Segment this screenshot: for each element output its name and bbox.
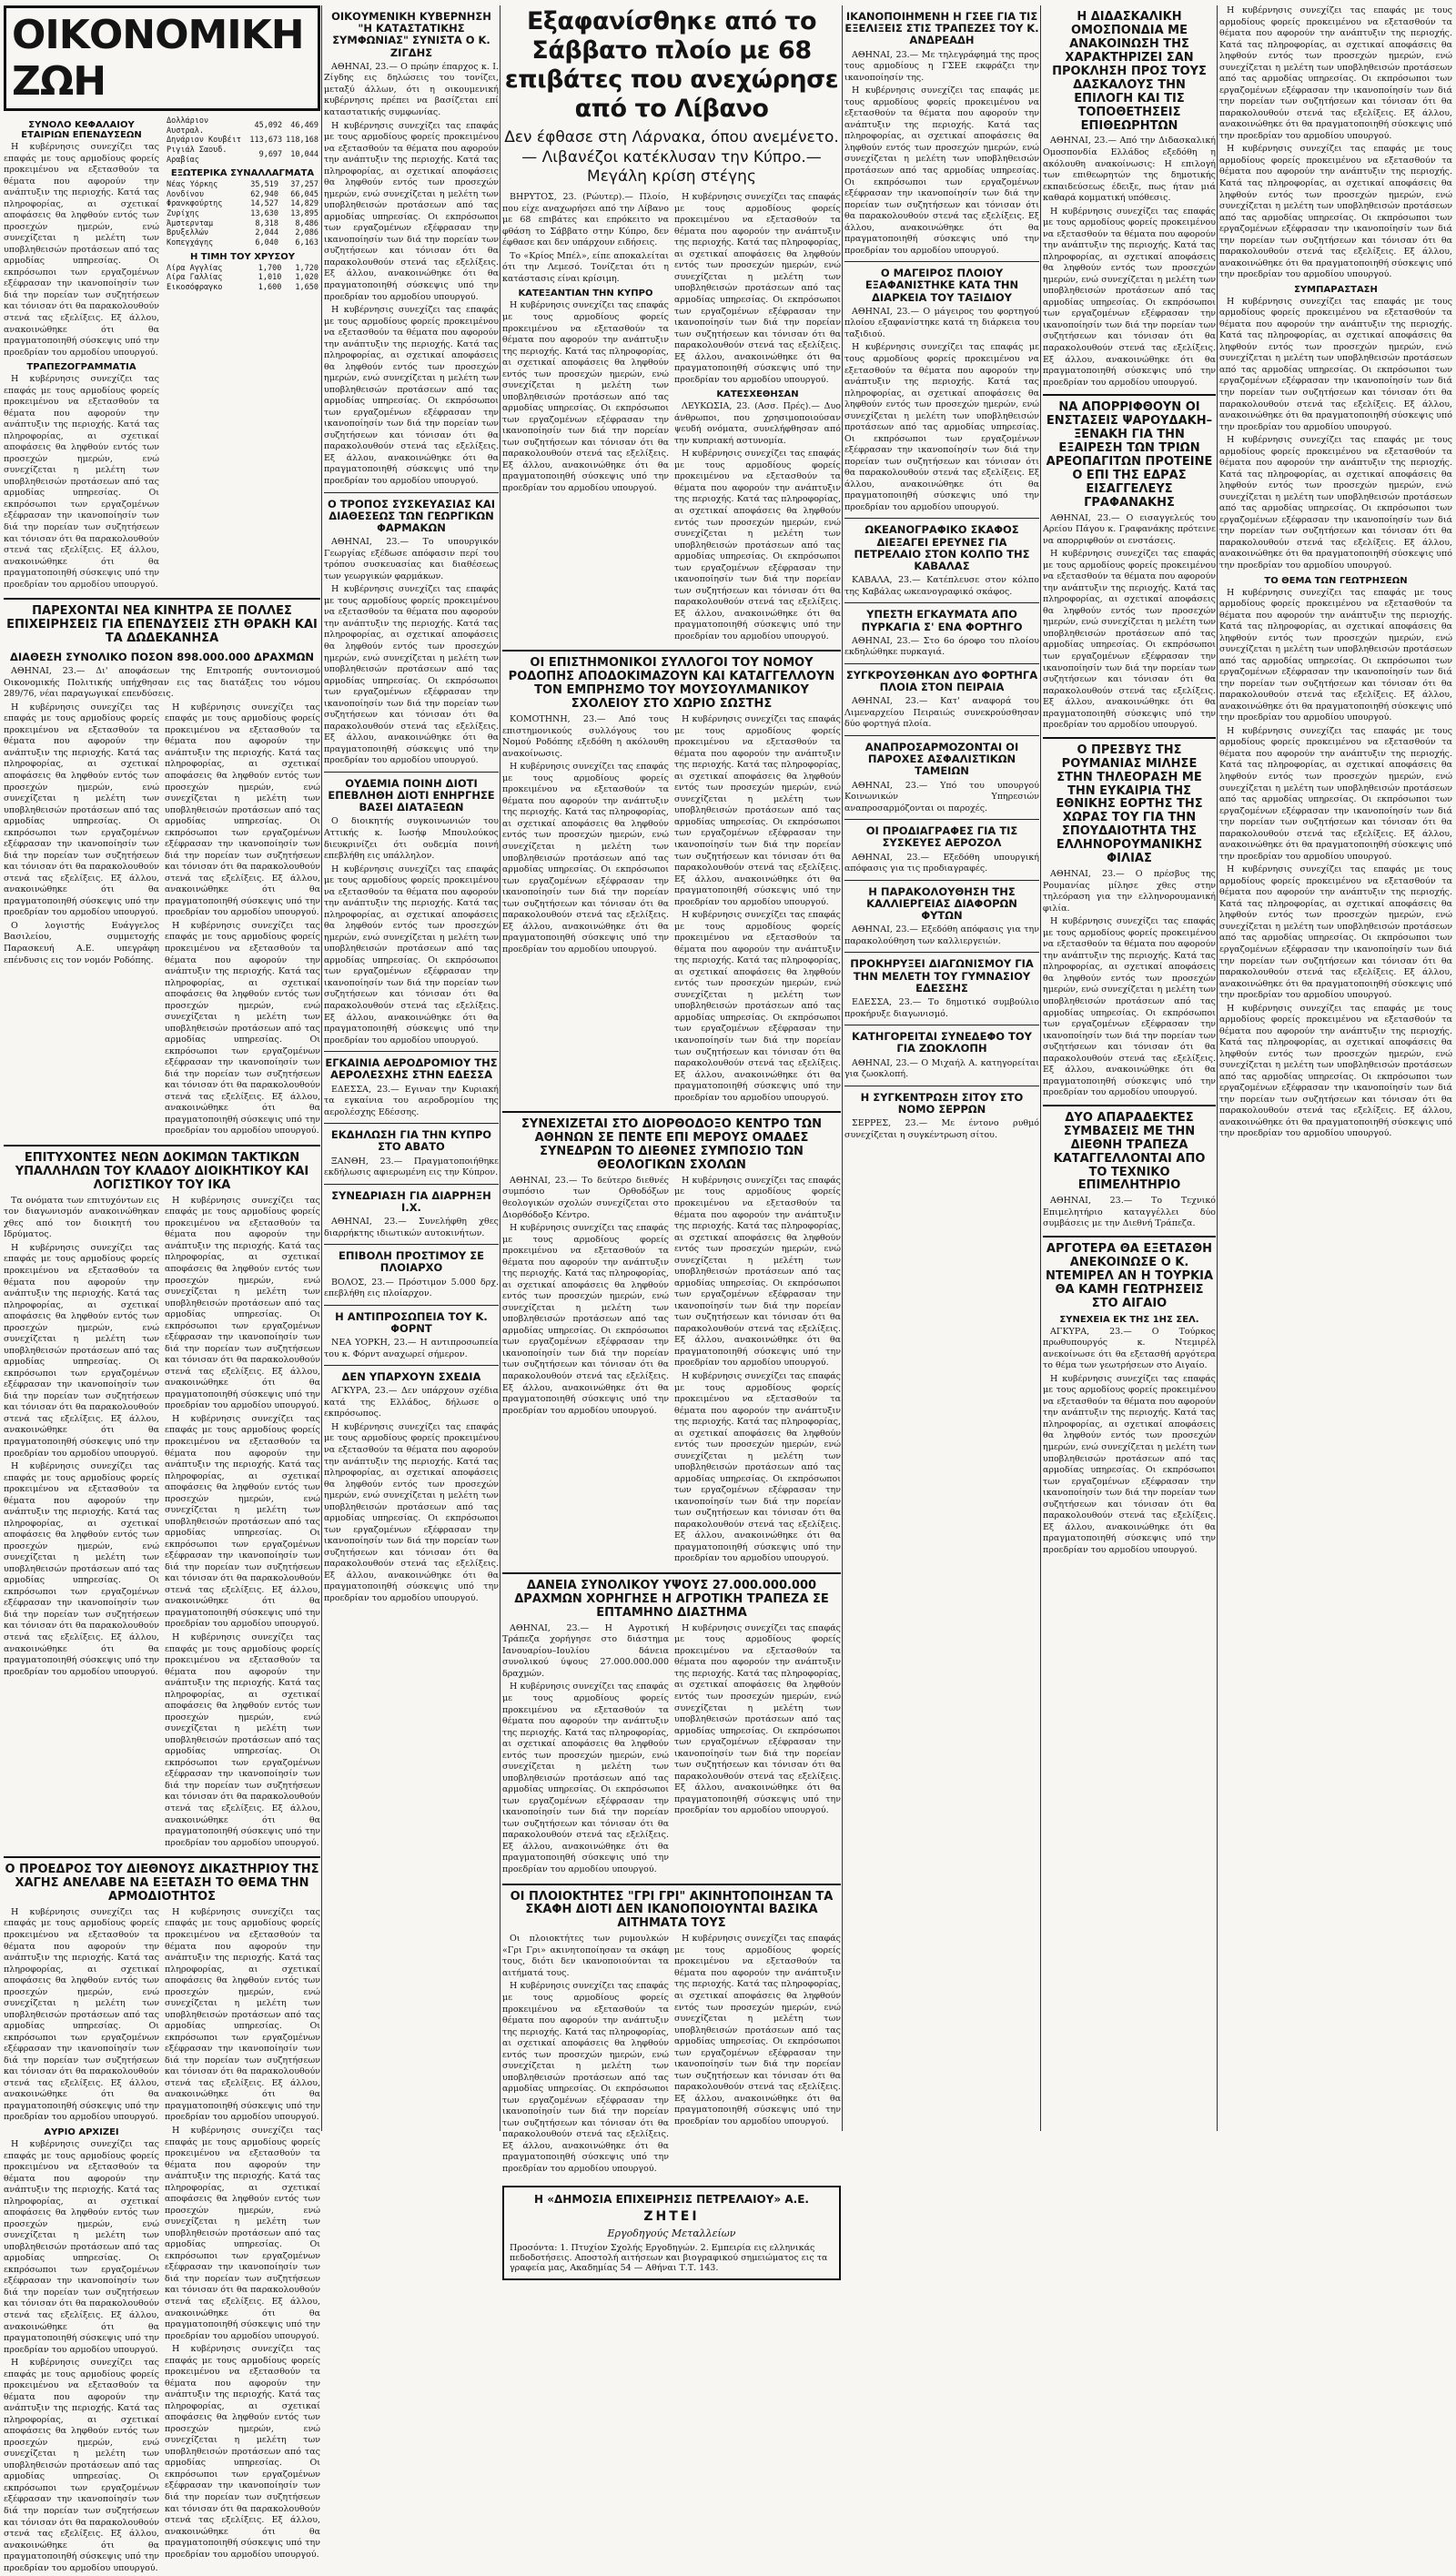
article-text: ΑΘΗΝΑΙ, 23.— Ο πρέσβυς της Ρουμανίας μίλησε χθες στην τηλεόραση για την ελληνορουμανική φιλία. (1043, 869, 1216, 914)
article-text: Η κυβέρνησις συνεχίζει τας επαφάς με τους αρμοδίους φορείς προκειμένου να εξετασθούν τα θέματα που αφορούν την ανάπτυξιν της περιοχής. Κατά τας πληροφορίας, αι σχετικαί αποφάσεις θα ληφθούν εντός των προσεχών ημερών, ενώ συνεχίζεται η μελέτη των υποβληθεισών προτάσεων από τας αρμοδίας υπηρεσίας. Οι εκπρόσωποι των εργαζομένων εξέφρασαν την ικανοποίησίν των διά την πορείαν των συζητήσεων και τόνισαν ότι θα παρακολουθούν στενά τας εξελίξεις. Εξ άλλου, ανακοινώθηκε ότι θα πραγματοποιηθή σύσκεψις υπό την προεδρίαν του αρμοδίου υπουργού. (674, 1934, 841, 2126)
headline: ΠΡΟΚΗΡΥΞΕΙ ΔΙΑΓΩΝΙΣΜΟΥ ΓΙΑ ΤΗΝ ΜΕΛΕΤΗ ΤΟΥ ΓΥΜΝΑΣΙΟΥ ΕΔΕΣΣΗΣ (850, 957, 1034, 995)
cell: 13,895 (290, 209, 318, 218)
cell: 8,318 (255, 218, 278, 228)
headline: Ο ΤΡΟΠΟΣ ΣΥΣΚΕΥΑΣΙΑΣ ΚΑΙ ΔΙΑΘΕΣΕΩΣ ΤΩΝ ΓΕΩΡΓΙΚΩΝ ΦΑΡΜΑΚΩΝ (327, 497, 496, 534)
article-text: Η κυβέρνησις συνεχίζει τας επαφάς με τους αρμοδίους φορείς προκειμένου να εξετασθούν τα θέματα που αφορούν την ανάπτυξιν της περιοχής. Κατά τας πληροφορίας, αι σχετικαί αποφάσεις θα ληφθούν εντός των προσεχών ημερών, ενώ συνεχίζεται η μελέτη των υποβληθεισών προτάσεων από τας αρμοδίας υπηρεσίας. Οι εκπρόσωποι των εργαζομένων εξέφρασαν την ικανοποίησίν των διά την πορείαν των συζητήσεων και τόνισαν ότι θα παρακολουθούν στενά τας εξελίξεις. Εξ άλλου, ανακοινώθηκε ότι θα πραγματοποιηθή σύσκεψις υπό την προεδρίαν του αρμοδίου υπουργού. (324, 584, 499, 766)
cell: 66,045 (290, 189, 318, 199)
cell: Ριγιάλ Σαουδ. Αραβίας (167, 145, 228, 165)
article-text: Η κυβέρνησις συνεχίζει τας επαφάς με τους αρμοδίους φορείς προκειμένου να εξετασθούν τα θέματα που αφορούν την ανάπτυξιν της περιοχής. Κατά τας πληροφορίας, αι σχετικαί αποφάσεις θα ληφθούν εντός των προσεχών ημερών, ενώ συνεχίζεται η μελέτη των υποβληθεισών προτάσεων από τας αρμοδίας υπηρεσίας. Οι εκπρόσωποι των εργαζομένων εξέφρασαν την ικανοποίησίν των διά την πορείαν των συζητήσεων και τόνισαν ότι θα παρακολουθούν στενά τας εξελίξεις. Εξ άλλου, ανακοινώθηκε ότι θα πραγματοποιηθή σύσκεψις υπό την προεδρίαν του αρμοδίου υπουργού. (324, 1421, 499, 1603)
table-row (165, 146, 320, 165)
cell: 13,630 (250, 209, 278, 218)
article-text: Η κυβέρνησις συνεχίζει τας επαφάς με τους αρμοδίους φορείς προκειμένου να εξετασθούν τα θέματα που αφορούν την ανάπτυξιν της περιοχής. Κατά τας πληροφορίας, αι σχετικαί αποφάσεις θα ληφθούν εντός των προσεχών ημερών, ενώ συνεχίζεται η μελέτη των υποβληθεισών προτάσεων από τας αρμοδίας υπηρεσίας. Οι εκπρόσωποι των εργαζομένων εξέφρασαν την ικανοποίησίν των διά την πορείαν των συζητήσεων και τόνισαν ότι θα παρακολουθούν στενά τας εξελίξεις. Εξ άλλου, ανακοινώθηκε ότι θα πραγματοποιηθή σύσκεψις υπό την προεδρίαν του αρμοδίου υπουργού. (1043, 1373, 1216, 1555)
divider (502, 1884, 841, 1885)
divider (324, 1184, 499, 1185)
cell: Λονδίνου (167, 189, 204, 199)
article-text: Η κυβέρνησις συνεχίζει τας επαφάς με τους αρμοδίους φορείς προκειμένου να εξετασθούν τα θέματα που αφορούν την ανάπτυξιν της περιοχής. Κατά τας πληροφορίας, αι σχετικαί αποφάσεις θα ληφθούν εντός των προσεχών ημερών, ενώ συνεχίζεται η μελέτη των υποβληθεισών προτάσεων από τας αρμοδίας υπηρεσίας. Οι εκπρόσωποι των εργαζομένων εξέφρασαν την ικανοποίησίν των διά την πορείαν των συζητήσεων και τόνισαν ότι θα παρακολουθούν στενά τας εξελίξεις. Εξ άλλου, ανακοινώθηκε ότι θα πραγματοποιηθή σύσκεψις υπό την προεδρίαν του αρμοδίου υπουργού. (502, 300, 669, 493)
table-row (165, 219, 320, 229)
article-text: ΑΘΗΝΑΙ, 23.— Η Αγροτική Τράπεζα χορήγησε στο διάστημα Ιανουαρίου–Ιουλίου δάνεια συνολικού ύψους 27.000.000.000 δραχμών. (502, 1622, 669, 1679)
article-text: ΕΔΕΣΣΑ, 23.— Το δημοτικό συμβούλιο προκήρυξε διαγωνισμό. (844, 997, 1039, 1019)
cell: 1,010 (258, 273, 282, 283)
article-text: ΑΘΗΝΑΙ, 23.— Ο μάγειρος του φορτηγού πλοίου εξαφανίστηκε κατά τη διάρκεια του ταξιδιού. (844, 306, 1039, 339)
lead-headline: Εξαφανίσθηκε από το Σάββατο πλοίο με 68 επιβάτες που ανεχώρησε από το Λίβανο (504, 7, 839, 123)
article-text: ΑΘΗΝΑΙ, 23.— Ο πρώην έπαρχος κ. Ι. Ζίγδης εις δηλώσεις του τονίζει, μεταξύ άλλων, ότι η οικουμενική κυβέρνησις πρέπει να βασίζεται επί καταστατικής συμφωνίας. (324, 61, 499, 117)
headline: ΣΥΓΚΡΟΥΣΘΗΚΑΝ ΔΥΟ ΦΟΡΤΗΓΑ ΠΛΟΙΑ ΣΤΟΝ ΠΕΙΡΑΙΑ (845, 668, 1038, 694)
article-text: ΑΓΚΥΡΑ, 23.— Δεν υπάρχουν σχέδια κατά της Ελλάδος, δήλωσε ο εκπρόσωπος. (324, 1386, 499, 1419)
article-text: ΑΘΗΝΑΙ, 23.— Συνελήφθη χθες διαρρήκτης ιδιωτικών αυτοκινήτων. (324, 1217, 499, 1238)
article-text: Η κυβέρνησις συνεχίζει τας επαφάς με τους αρμοδίους φορείς προκειμένου να εξετασθούν τα θέματα που αφορούν την ανάπτυξιν της περιοχής. Κατά τας πληροφορίας, αι σχετικαί αποφάσεις θα ληφθούν εντός των προσεχών ημερών, ενώ συνεχίζεται η μελέτη των υποβληθεισών προτάσεων από τας αρμοδίας υπηρεσίας. Οι εκπρόσωποι των εργαζομένων εξέφρασαν την ικανοποίησίν των διά την πορείαν των συζητήσεων και τόνισαν ότι θα παρακολουθούν στενά τας εξελίξεις. Εξ άλλου, ανακοινώθηκε ότι θα πραγματοποιηθή σύσκεψις υπό την προεδρίαν του αρμοδίου υπουργού. (674, 1175, 841, 1369)
table-row (165, 116, 320, 136)
headline: Η ΑΝΤΙΠΡΟΣΩΠΕΙΑ ΤΟΥ Κ. ΦΟΡΝΤ (335, 1309, 488, 1335)
article-subcolumn (4, 1907, 159, 2576)
masthead-title: ΟΙΚΟΝΟΜΙΚΗ ΖΩΗ (12, 12, 304, 105)
cell: 1,700 (258, 263, 282, 273)
exchange-table (165, 180, 320, 247)
article-split (502, 714, 841, 1106)
article-split (502, 192, 841, 644)
cell: 9,697 (258, 150, 283, 160)
article-text: Η κυβέρνησις συνεχίζει τας επαφάς με τους αρμοδίους φορείς προκειμένου να εξετασθούν τα θέματα που αφορούν την ανάπτυξιν της περιοχής. Κατά τας πληροφορίας, αι σχετικαί αποφάσεις θα ληφθούν εντός των προσεχών ημερών, ενώ συνεχίζεται η μελέτη των υποβληθεισών προτάσεων από τας αρμοδίας υπηρεσίας. Οι εκπρόσωποι των εργαζομένων εξέφρασαν την ικανοποίησίν των διά την πορείαν των συζητήσεων και τόνισαν ότι θα παρακολουθούν στενά τας εξελίξεις. Εξ άλλου, ανακοινώθηκε ότι θα πραγματοποιηθή σύσκεψις υπό την προεδρίαν του αρμοδίου υπουργού. (1219, 864, 1452, 1001)
cell: 1,720 (295, 263, 318, 273)
article-text: Τα ονόματα των επιτυχόντων εις τον διαγωνισμόν ανακοινώθηκαν χθες από τον διοικητή του Ιδρύματος. (4, 1195, 159, 1240)
article-text: Η κυβέρνησις συνεχίζει τας επαφάς με τους αρμοδίους φορείς προκειμένου να εξετασθούν τα θέματα που αφορούν την ανάπτυξιν της περιοχής. Κατά τας πληροφορίας, αι σχετικαί αποφάσεις θα ληφθούν εντός των προσεχών ημερών, ενώ συνεχίζεται η μελέτη των υποβληθεισών προτάσεων από τας αρμοδίας υπηρεσίας. Οι εκπρόσωποι των εργαζομένων εξέφρασαν την ικανοποίησίν των διά την πορείαν των συζητήσεων και τόνισαν ότι θα παρακολουθούν στενά τας εξελίξεις. Εξ άλλου, ανακοινώθηκε ότι θα πραγματοποιηθή σύσκεψις υπό την προεδρίαν του αρμοδίου υπουργού. (1043, 206, 1216, 388)
article-text: ΑΘΗΝΑΙ, 23.— Εξεδόθη απόφασις για την παρακολούθηση των καλλιεργειών. (844, 924, 1039, 946)
article-subcolumn (165, 702, 320, 1139)
ad-requirements: Προσόντα: 1. Πτυχίον Σχολής Εργοδηγών. 2. Εμπειρία εις ελληνικάς πεδοδοτήσεις. Αποστολή αιτήσεων και βιογραφικού σημειώματος εις τα γραφεία μας, Ακαδημίας 54 — Αθήναι Τ.Τ. 143. (510, 2243, 828, 2274)
subheading: ΑΥΡΙΟ ΑΡΧΙΖΕΙ (44, 2127, 119, 2137)
article-text: Η κυβέρνησις συνεχίζει τας επαφάς με τους αρμοδίους φορείς προκειμένου να εξετασθούν τα θέματα που αφορούν την ανάπτυξιν της περιοχής. Κατά τας πληροφορίας, αι σχετικαί αποφάσεις θα ληφθούν εντός των προσεχών ημερών, ενώ συνεχίζεται η μελέτη των υποβληθεισών προτάσεων από τας αρμοδίας υπηρεσίας. Οι εκπρόσωποι των εργαζομένων εξέφρασαν την ικανοποίησίν των διά την πορείαν των συζητήσεων και τόνισαν ότι θα παρακολουθούν στενά τας εξελίξεις. Εξ άλλου, ανακοινώθηκε ότι θα πραγματοποιηθή σύσκεψις υπό την προεδρίαν του αρμοδίου υπουργού. (502, 1682, 669, 1874)
article-text: Η κυβέρνησις συνεχίζει τας επαφάς με τους αρμοδίους φορείς προκειμένου να εξετασθούν τα θέματα που αφορούν την ανάπτυξιν της περιοχής. Κατά τας πληροφορίας, αι σχετικαί αποφάσεις θα ληφθούν εντός των προσεχών ημερών, ενώ συνεχίζεται η μελέτη των υποβληθεισών προτάσεων από τας αρμοδίας υπηρεσίας. Οι εκπρόσωποι των εργαζομένων εξέφρασαν την ικανοποίησίν των διά την πορείαν των συζητήσεων και τόνισαν ότι θα παρακολουθούν στενά τας εξελίξεις. Εξ άλλου, ανακοινώθηκε ότι θα πραγματοποιηθή σύσκεψις υπό την προεδρίαν του αρμοδίου υπουργού. (4, 1242, 159, 1459)
divider (844, 261, 1039, 262)
article-text: Η κυβέρνησις συνεχίζει τας επαφάς με τους αρμοδίους φορείς προκειμένου να εξετασθούν τα θέματα που αφορούν την ανάπτυξιν της περιοχής. Κατά τας πληροφορίας, αι σχετικαί αποφάσεις θα ληφθούν εντός των προσεχών ημερών, ενώ συνεχίζεται η μελέτη των υποβληθεισών προτάσεων από τας αρμοδίας υπηρεσίας. Οι εκπρόσωποι των εργαζομένων εξέφρασαν την ικανοποίησίν των διά την πορείαν των συζητήσεων και τόνισαν ότι θα παρακολουθούν στενά τας εξελίξεις. Εξ άλλου, ανακοινώθηκε ότι θα πραγματοποιηθή σύσκεψις υπό την προεδρίαν του αρμοδίου υπουργού. (502, 1981, 669, 2174)
headline: ΩΚΕΑΝΟΓΡΑΦΙΚΟ ΣΚΑΦΟΣ ΔΙΕΞΑΓΕΙ ΕΡΕΥΝΕΣ ΓΙΑ ΠΕΤΡΕΛΑΙΟ ΣΤΟΝ ΚΟΛΠΟ ΤΗΣ ΚΑΒΑΛΑΣ (854, 523, 1030, 573)
article-text: Η κυβέρνησις συνεχίζει τας επαφάς με τους αρμοδίους φορείς προκειμένου να εξετασθούν τα θέματα που αφορούν την ανάπτυξιν της περιοχής. Κατά τας πληροφορίας, αι σχετικαί αποφάσεις θα ληφθούν εντός των προσεχών ημερών, ενώ συνεχίζεται η μελέτη των υποβληθεισών προτάσεων από τας αρμοδίας υπηρεσίας. Οι εκπρόσωποι των εργαζομένων εξέφρασαν την ικανοποίησίν των διά την πορείαν των συζητήσεων και τόνισαν ότι θα παρακολουθούν στενά τας εξελίξεις. Εξ άλλου, ανακοινώθηκε ότι θα πραγματοποιηθή σύσκεψις υπό την προεδρίαν του αρμοδίου υπουργού. (324, 864, 499, 1046)
column-rule (842, 5, 843, 2131)
masthead (4, 5, 320, 111)
article-text: Η κυβέρνησις συνεχίζει τας επαφάς με τους αρμοδίους φορείς προκειμένου να εξετασθούν τα θέματα που αφορούν την ανάπτυξιν της περιοχής. Κατά τας πληροφορίας, αι σχετικαί αποφάσεις θα ληφθούν εντός των προσεχών ημερών, ενώ συνεχίζεται η μελέτη των υποβληθεισών προτάσεων από τας αρμοδίας υπηρεσίας. Οι εκπρόσωποι των εργαζομένων εξέφρασαν την ικανοποίησίν των διά την πορείαν των συζητήσεων και τόνισαν ότι θα παρακολουθούν στενά τας εξελίξεις. Εξ άλλου, ανακοινώθηκε ότι θα πραγματοποιηθή σύσκεψις υπό την προεδρίαν του αρμοδίου υπουργού. (502, 762, 669, 955)
subheading: ΣΥΝΕΧΕΙΑ ΕΚ ΤΗΣ 1ΗΣ ΣΕΛ. (1059, 1314, 1199, 1325)
column-rule (1217, 5, 1218, 2131)
headline: ΟΙ ΠΛΟΙΟΚΤΗΤΕΣ "ΓΡΙ ΓΡΙ" ΑΚΙΝΗΤΟΠΟΙΗΣΑΝ ΤΑ ΣΚΑΦΗ ΔΙΟΤΙ ΔΕΝ ΙΚΑΝΟΠΟΙΟΥΝΤΑΙ ΒΑΣΙΚΑ ΑΙΤΗΜΑΤΑ ΤΟΥΣ (510, 1889, 834, 1931)
article-text: Η κυβέρνησις συνεχίζει τας επαφάς με τους αρμοδίους φορείς προκειμένου να εξετασθούν τα θέματα που αφορούν την ανάπτυξιν της περιοχής. Κατά τας πληροφορίας, αι σχετικαί αποφάσεις θα ληφθούν εντός των προσεχών ημερών, ενώ συνεχίζεται η μελέτη των υποβληθεισών προτάσεων από τας αρμοδίας υπηρεσίας. Οι εκπρόσωποι των εργαζομένων εξέφρασαν την ικανοποίησίν των διά την πορείαν των συζητήσεων και τόνισαν ότι θα παρακολουθούν στενά τας εξελίξεις. Εξ άλλου, ανακοινώθηκε ότι θα πραγματοποιηθή σύσκεψις υπό την προεδρίαν του αρμοδίου υπουργού. (674, 910, 841, 1103)
divider (324, 1051, 499, 1052)
article-text: Η κυβέρνησις συνεχίζει τας επαφάς με τους αρμοδίους φορείς προκειμένου να εξετασθούν τα θέματα που αφορούν την ανάπτυξιν της περιοχής. Κατά τας πληροφορίας, αι σχετικαί αποφάσεις θα ληφθούν εντός των προσεχών ημερών, ενώ συνεχίζεται η μελέτη των υποβληθεισών προτάσεων από τας αρμοδίας υπηρεσίας. Οι εκπρόσωποι των εργαζομένων εξέφρασαν την ικανοποίησίν των διά την πορείαν των συζητήσεων και τόνισαν ότι θα παρακολουθούν στενά τας εξελίξεις. Εξ άλλου, ανακοινώθηκε ότι θα πραγματοποιηθή σύσκεψις υπό την προεδρίαν του αρμοδίου υπουργού. (165, 1413, 320, 1630)
article-text: Η κυβέρνησις συνεχίζει τας επαφάς με τους αρμοδίους φορείς προκειμένου να εξετασθούν τα θέματα που αφορούν την ανάπτυξιν της περιοχής. Κατά τας πληροφορίας, αι σχετικαί αποφάσεις θα ληφθούν εντός των προσεχών ημερών, ενώ συνεχίζεται η μελέτη των υποβληθεισών προτάσεων από τας αρμοδίας υπηρεσίας. Οι εκπρόσωποι των εργαζομένων εξέφρασαν την ικανοποίησίν των διά την πορείαν των συζητήσεων και τόνισαν ότι θα παρακολουθούν στενά τας εξελίξεις. Εξ άλλου, ανακοινώθηκε ότι θα πραγματοποιηθή σύσκεψις υπό την προεδρίαν του αρμοδίου υπουργού. (4, 2139, 159, 2355)
article-text: ΑΘΗΝΑΙ, 23.— Ο εισαγγελεύς του Αρείου Πάγου κ. Γραφανάκης πρότεινε να απορριφθούν οι ενστάσεις. (1043, 512, 1216, 546)
cell: 8,486 (295, 218, 318, 228)
divider (844, 952, 1039, 953)
headline: ΝΑ ΑΠΟΡΡΙΦΘΟΥΝ ΟΙ ΕΝΣΤΑΣΕΙΣ ΨΑΡΟΥΔΑΚΗ–ΞΕΝΑΚΗ ΓΙΑ ΤΗΝ ΕΞΑΙΡΕΣΗ ΤΩΝ ΤΡΙΩΝ ΑΡΕΟΠΑΓΙΤΩΝ ΠΡΟΤΕΙΝΕ Ο ΕΠΙ ΤΗΣ ΕΔΡΑΣ ΕΙΣΑΓΓΕΛΕΥΣ ΓΡΑΦΑΝΑΚΗΣ (1046, 400, 1213, 510)
cell: 1,650 (295, 282, 318, 292)
ad-wanted: ΖΗΤΕΙ (643, 2209, 700, 2225)
article-text: ΝΕΑ ΥΟΡΚΗ, 23.— Η αντιπροσωπεία του κ. Φόρντ αναχωρεί σήμερον. (324, 1338, 499, 1359)
article-text: Η κυβέρνησις συνεχίζει τας επαφάς με τους αρμοδίους φορείς προκειμένου να εξετασθούν τα θέματα που αφορούν την ανάπτυξιν της περιοχής. Κατά τας πληροφορίας, αι σχετικαί αποφάσεις θα ληφθούν εντός των προσεχών ημερών, ενώ συνεχίζεται η μελέτη των υποβληθεισών προτάσεων από τας αρμοδίας υπηρεσίας. Οι εκπρόσωποι των εργαζομένων εξέφρασαν την ικανοποίησίν των διά την πορείαν των συζητήσεων και τόνισαν ότι θα παρακολουθούν στενά τας εξελίξεις. Εξ άλλου, ανακοινώθηκε ότι θα πραγματοποιηθή σύσκεψις υπό την προεδρίαν του αρμοδίου υπουργού. (1219, 296, 1452, 432)
divider (324, 772, 499, 773)
headline: ΕΓΚΑΙΝΙΑ ΑΕΡΟΔΡΟΜΙΟΥ ΤΗΣ ΑΕΡΟΛΕΣΧΗΣ ΣΤΗΝ ΕΔΕΣΣΑ (325, 1056, 498, 1082)
article-text: ΚΟΜΟΤΗΝΗ, 23.— Από τους επιστημονικούς συλλόγους του Νομού Ροδόπης εξεδόθη η ακόλουθη ανακοίνωσις. (502, 714, 669, 759)
article-text: Η κυβέρνησις συνεχίζει τας επαφάς με τους αρμοδίους φορείς προκειμένου να εξετασθούν τα θέματα που αφορούν την ανάπτυξιν της περιοχής. Κατά τας πληροφορίας, αι σχετικαί αποφάσεις θα ληφθούν εντός των προσεχών ημερών, ενώ συνεχίζεται η μελέτη των υποβληθεισών προτάσεων από τας αρμοδίας υπηρεσίας. Οι εκπρόσωποι των εργαζομένων εξέφρασαν την ικανοποίησίν των διά την πορείαν των συζητήσεων και τόνισαν ότι θα παρακολουθούν στενά τας εξελίξεις. Εξ άλλου, ανακοινώθηκε ότι θα πραγματοποιηθή σύσκεψις υπό την προεδρίαν του αρμοδίου υπουργού. (165, 1906, 320, 2123)
market-table-right (165, 116, 320, 592)
divider (502, 1572, 841, 1574)
headline: Ο ΠΡΟΕΔΡΟΣ ΤΟΥ ΔΙΕΘΝΟΥΣ ΔΙΚΑΣΤΗΡΙΟΥ ΤΗΣ ΧΑΓΗΣ ΑΝΕΛΑΒΕ ΝΑ ΕΞΕΤΑΣΗ ΤΟ ΘΕΜΑ ΤΗΝ ΑΡΜΟΔΙΟΤΗΤΟΣ (5, 1863, 319, 1904)
cell: 10,044 (290, 150, 318, 160)
headline: ΥΠΕΣΤΗ ΕΓΚΑΥΜΑΤΑ ΑΠΟ ΠΥΡΚΑΓΙΑ Σ' ΕΝΑ ΦΟΡΤΗΓΟ (861, 608, 1023, 633)
cell: 35,519 (250, 180, 278, 190)
column-rule (1040, 5, 1041, 2131)
article-subcolumn (674, 1934, 841, 2177)
ad-position: Εργοδηγούς Μεταλλείων (607, 2227, 736, 2240)
lead-deck: Δεν έφθασε στη Λάρνακα, όπου ανεμένετο.— Λιβανέζοι κατέκλυσαν την Κύπρο.— Μεγάλη κρίση στέγης (504, 128, 839, 186)
article-text: ΑΘΗΝΑΙ, 23.— Από την Διδασκαλική Ομοσπονδία Ελλάδος εξεδόθη η ακόλουθη ανακοίνωσις: Η επιλογή των επιθεωρητών της δημοτικής εκπαιδεύσεως έδειξε, πως ήταν μιά καθαρά κομματική υπόθεσις. (1043, 136, 1216, 204)
cell: Δολλάριον Αυστραλ. (167, 116, 209, 136)
table-row (165, 136, 320, 146)
article-text: ΑΘΗΝΑΙ, 23.— Ο Μιχαήλ Α. κατηγορείται για ζωοκλοπή. (844, 1057, 1039, 1080)
headline: ΣΥΝΕΧΙΖΕΤΑΙ ΣΤΟ ΔΙΟΡΘΟΔΟΞΟ ΚΕΝΤΡΟ ΤΩΝ ΑΘΗΝΩΝ ΣΕ ΠΕΝΤΕ ΕΠΙ ΜΕΡΟΥΣ ΟΜΑΔΕΣ ΣΥΝΕΔΡΩΝ ΤΟ ΔΙΕΘΝΕΣ ΣΥΜΠΟΣΙΟ ΤΩΝ ΘΕΟΛΟΓΙΚΩΝ ΣΧΟΛΩΝ (521, 1117, 822, 1172)
article-subcolumn (4, 702, 159, 1139)
article-text: Ο διοικητής συγκοινωνιών του Αττικής κ. Ιωσήφ Μπουλούκος διευκρινίζει ότι ουδεμία ποινή επεβλήθη εις υπάλληλον. (324, 816, 499, 862)
news-column-4 (844, 5, 1039, 2131)
divider (324, 1305, 499, 1306)
currency-table (165, 116, 320, 165)
divider (324, 1123, 499, 1124)
headline: ΑΝΑΠΡΟΣΑΡΜΟΖΟΝΤΑΙ ΟΙ ΠΑΡΟΧΕΣ ΑΣΦΑΛΙΣΤΙΚΩΝ ΤΑΜΕΙΩΝ (864, 740, 1019, 778)
article-text: Η κυβέρνησις συνεχίζει τας επαφάς με τους αρμοδίους φορείς προκειμένου να εξετασθούν τα θέματα που αφορούν την ανάπτυξιν της περιοχής. Κατά τας πληροφορίας, αι σχετικαί αποφάσεις θα ληφθούν εντός των προσεχών ημερών, ενώ συνεχίζεται η μελέτη των υποβληθεισών προτάσεων από τας αρμοδίας υπηρεσίας. Οι εκπρόσωποι των εργαζομένων εξέφρασαν την ικανοποίησίν των διά την πορείαν των συζητήσεων και τόνισαν ότι θα παρακολουθούν στενά τας εξελίξεις. Εξ άλλου, ανακοινώθηκε ότι θα πραγματοποιηθή σύσκεψις υπό την προεδρίαν του αρμοδίου υπουργού. (674, 192, 841, 385)
article-text: ΛΕΥΚΩΣΙΑ, 23. (Ασσ. Πρές).— Δυο άνθρωποι, που χρησιμοποιούσαν ψευδή ονόματα, συνελήφθησαν από την κυπριακή αστυνομία. (674, 401, 841, 446)
article-text: ΑΘΗΝΑΙ, 23.— Το Τεχνικό Επιμελητήριο καταγγέλλει δύο συμβάσεις με την Διεθνή Τράπεζα. (1043, 1196, 1216, 1229)
article-text: Η κυβέρνησις συνεχίζει τας επαφάς με τους αρμοδίους φορείς προκειμένου να εξετασθούν τα θέματα που αφορούν την ανάπτυξιν της περιοχής. Κατά τας πληροφορίας, αι σχετικαί αποφάσεις θα ληφθούν εντός των προσεχών ημερών, ενώ συνεχίζεται η μελέτη των υποβληθεισών προτάσεων από τας αρμοδίας υπηρεσίας. Οι εκπρόσωποι των εργαζομένων εξέφρασαν την ικανοποίησίν των διά την πορείαν των συζητήσεων και τόνισαν ότι θα παρακολουθούν στενά τας εξελίξεις. Εξ άλλου, ανακοινώθηκε ότι θα πραγματοποιηθή σύσκεψις υπό την προεδρίαν του αρμοδίου υπουργού. (4, 1461, 159, 1677)
article-subcolumn (674, 714, 841, 1106)
headline: ΔΙΑΘΕΣΗ ΣΥΝΟΛΙΚΟ ΠΟΣΟΝ 898.000.000 ΔΡΑΧΜΩΝ (9, 651, 314, 663)
headline: ΙΚΑΝΟΠΟΙΗΜΕΝΗ Η ΓΣΕΕ ΓΙΑ ΤΙΣ ΕΞΕΛΙΞΕΙΣ ΣΤΙΣ ΤΡΑΠΕΖΕΣ ΤΟΥ Κ. ΑΝΔΡΕΑΔΗ (844, 10, 1039, 47)
divider (324, 1244, 499, 1245)
article-text: ΑΘΗΝΑΙ, 23.— Το δεύτερο διεθνές συμπόσιο των Ορθοδόξων θεολογικών σχολών συνεχίζεται στο Διορθόδοξο Κέντρο. (502, 1175, 669, 1220)
article-text: Η κυβέρνησις συνεχίζει τας επαφάς με τους αρμοδίους φορείς προκειμένου να εξετασθούν τα θέματα που αφορούν την ανάπτυξιν της περιοχής. Κατά τας πληροφορίας, αι σχετικαί αποφάσεις θα ληφθούν εντός των προσεχών ημερών, ενώ συνεχίζεται η μελέτη των υποβληθεισών προτάσεων από τας αρμοδίας υπηρεσίας. Οι εκπρόσωποι των εργαζομένων εξέφρασαν την ικανοποίησίν των διά την πορείαν των συζητήσεων και τόνισαν ότι θα παρακολουθούν στενά τας εξελίξεις. Εξ άλλου, ανακοινώθηκε ότι θα πραγματοποιηθή σύσκεψις υπό την προεδρίαν του αρμοδίου υπουργού. (1219, 1003, 1452, 1139)
cell: 46,469 (290, 121, 318, 131)
article-text: ΚΑΒΑΛΑ, 23.— Κατέπλευσε στον κόλπο της Καβάλας ωκεανογραφικό σκάφος. (844, 575, 1039, 597)
article-split (4, 1907, 320, 2576)
article-subcolumn (502, 1623, 669, 1878)
divider (844, 819, 1039, 820)
headline: Η ΔΙΔΑΣΚΑΛΙΚΗ ΟΜΟΣΠΟΝΔΙΑ ΜΕ ΑΝΑΚΟΙΝΩΣΗ ΤΗΣ ΧΑΡΑΚΤΗΡΙΖΕΙ ΣΑΝ ΠΡΟΚΛΗΣΗ ΠΡΟΣ ΤΟΥΣ ΔΑΣΚΑΛΟΥΣ ΤΗΝ ΕΠΙΛΟΓΗ ΚΑΙ ΤΙΣ ΤΟΠΟΘΕΤΗΣΕΙΣ ΕΠΙΘΕΩΡΗΤΩΝ (1052, 10, 1207, 133)
headline: Ο ΜΑΓΕΙΡΟΣ ΠΛΟΙΟΥ ΕΞΑΦΑΝΙΣΤΗΚΕ ΚΑΤΑ ΤΗΝ ΔΙΑΡΚΕΙΑ ΤΟΥ ΤΑΞΙΔΙΟΥ (864, 267, 1019, 304)
headline: ΕΚΔΗΛΩΣΗ ΓΙΑ ΤΗΝ ΚΥΠΡΟ ΣΤΟ ΑΒΑΤΟ (330, 1128, 492, 1154)
headline: ΟΙ ΠΡΟΔΙΑΓΡΑΦΕΣ ΓΙΑ ΤΙΣ ΣΥΣΚΕΥΕΣ ΑΕΡΟΖΟΛ (865, 824, 1018, 850)
article-text: Η κυβέρνησις συνεχίζει τας επαφάς με τους αρμοδίους φορείς προκειμένου να εξετασθούν τα θέματα που αφορούν την ανάπτυξιν της περιοχής. Κατά τας πληροφορίας, αι σχετικαί αποφάσεις θα ληφθούν εντός των προσεχών ημερών, ενώ συνεχίζεται η μελέτη των υποβληθεισών προτάσεων από τας αρμοδίας υπηρεσίας. Οι εκπρόσωποι των εργαζομένων εξέφρασαν την ικανοποίησίν των διά την πορείαν των συζητήσεων και τόνισαν ότι θα παρακολουθούν στενά τας εξελίξεις. Εξ άλλου, ανακοινώθηκε ότι θα πραγματοποιηθή σύσκεψις υπό την προεδρίαν του αρμοδίου υπουργού. (165, 920, 320, 1136)
cell: Δηνάριον Κουβέιτ (167, 136, 241, 146)
article-split (502, 1934, 841, 2177)
news-column-5 (1043, 5, 1216, 2131)
article-subcolumn (502, 1176, 669, 1567)
article-text: Η κυβέρνησις συνεχίζει τας επαφάς με τους αρμοδίους φορείς προκειμένου να εξετασθούν τα θέματα που αφορούν την ανάπτυξιν της περιοχής. Κατά τας πληροφορίας, αι σχετικαί αποφάσεις θα ληφθούν εντός των προσεχών ημερών, ενώ συνεχίζεται η μελέτη των υποβληθεισών προτάσεων από τας αρμοδίας υπηρεσίας. Οι εκπρόσωποι των εργαζομένων εξέφρασαν την ικανοποίησίν των διά την πορείαν των συζητήσεων και τόνισαν ότι θα παρακολουθούν στενά τας εξελίξεις. Εξ άλλου, ανακοινώθηκε ότι θα πραγματοποιηθή σύσκεψις υπό την προεδρίαν του αρμοδίου υπουργού. (674, 1370, 841, 1564)
divider (502, 1111, 841, 1113)
article-text: Η κυβέρνησις συνεχίζει τας επαφάς με τους αρμοδίους φορείς προκειμένου να εξετασθούν τα θέματα που αφορούν την ανάπτυξιν της περιοχής. Κατά τας πληροφορίας, αι σχετικαί αποφάσεις θα ληφθούν εντός των προσεχών ημερών, ενώ συνεχίζεται η μελέτη των υποβληθεισών προτάσεων από τας αρμοδίας υπηρεσίας. Οι εκπρόσωποι των εργαζομένων εξέφρασαν την ικανοποίησίν των διά την πορείαν των συζητήσεων και τόνισαν ότι θα παρακολουθούν στενά τας εξελίξεις. Εξ άλλου, ανακοινώθηκε ότι θα πραγματοποιηθή σύσκεψις υπό την προεδρίαν του αρμοδίου υπουργού. (165, 1195, 320, 1411)
article-subcolumn (165, 1196, 320, 1851)
divider (1043, 737, 1216, 739)
table-heading: Η ΤΙΜΗ ΤΟΥ ΧΡΥΣΟΥ (189, 251, 296, 262)
article-text: ΑΘΗΝΑΙ, 23.— Το υπουργικόν Γεωργίας εξέδωσε απόφασιν περί του τρόπου συσκευασίας και διαθέσεως των γεωργικών φαρμάκων. (324, 537, 499, 581)
article-text: Η κυβέρνησις συνεχίζει τας επαφάς με τους αρμοδίους φορείς προκειμένου να εξετασθούν τα θέματα που αφορούν την ανάπτυξιν της περιοχής. Κατά τας πληροφορίας, αι σχετικαί αποφάσεις θα ληφθούν εντός των προσεχών ημερών, ενώ συνεχίζεται η μελέτη των υποβληθεισών προτάσεων από τας αρμοδίας υπηρεσίας. Οι εκπρόσωποι των εργαζομένων εξέφρασαν την ικανοποίησίν των διά την πορείαν των συζητήσεων και τόνισαν ότι θα παρακολουθούν στενά τας εξελίξεις. Εξ άλλου, ανακοινώθηκε ότι θα πραγματοποιηθή σύσκεψις υπό την προεδρίαν του αρμοδίου υπουργού. (844, 86, 1039, 256)
headline: ΟΙ ΕΠΙΣΤΗΜΟΝΙΚΟΙ ΣΥΛΛΟΓΟΙ ΤΟΥ ΝΟΜΟΥ ΡΟΔΟΠΗΣ ΑΠΟΔΟΚΙΜΑΖΟΥΝ ΚΑΙ ΚΑΤΑΓΓΕΛΛΟΥΝ ΤΟΝ ΕΜΠΡΗΣΜΟ ΤΟΥ ΜΟΥΣΟΥΛΜΑΝΙΚΟΥ ΣΧΟΛΕΙΟΥ ΣΤΟ ΧΩΡΙΟ ΣΩΣΤΗΣ (508, 656, 835, 712)
table-row (165, 273, 320, 283)
table-row (165, 190, 320, 200)
article-text: Η κυβέρνησις συνεχίζει τας επαφάς με τους αρμοδίους φορείς προκειμένου να εξετασθούν τα θέματα που αφορούν την ανάπτυξιν της περιοχής. Κατά τας πληροφορίας, αι σχετικαί αποφάσεις θα ληφθούν εντός των προσεχών ημερών, ενώ συνεχίζεται η μελέτη των υποβληθεισών προτάσεων από τας αρμοδίας υπηρεσίας. Οι εκπρόσωποι των εργαζομένων εξέφρασαν την ικανοποίησίν των διά την πορείαν των συζητήσεων και τόνισαν ότι θα παρακολουθούν στενά τας εξελίξεις. Εξ άλλου, ανακοινώθηκε ότι θα πραγματοποιηθή σύσκεψις υπό την προεδρίαν του αρμοδίου υπουργού. (4, 1906, 159, 2123)
cell: 1,020 (295, 273, 318, 283)
cell: 113,673 (249, 136, 283, 146)
article-text: Οι πλοιοκτήτες των ρυμουλκών «Γρι Γρι» ακινητοποίησαν τα σκάφη τους, διότι δεν ικανοποιούνται τα αιτήματά τους. (502, 1934, 669, 1978)
article-text: Η κυβέρνησις συνεχίζει τας επαφάς με τους αρμοδίους φορείς προκειμένου να εξετασθούν τα θέματα που αφορούν την ανάπτυξιν της περιοχής. Κατά τας πληροφορίας, αι σχετικαί αποφάσεις θα ληφθούν εντός των προσεχών ημερών, ενώ συνεχίζεται η μελέτη των υποβληθεισών προτάσεων από τας αρμοδίας υπηρεσίας. Οι εκπρόσωποι των εργαζομένων εξέφρασαν την ικανοποίησίν των διά την πορείαν των συζητήσεων και τόνισαν ότι θα παρακολουθούν στενά τας εξελίξεις. Εξ άλλου, ανακοινώθηκε ότι θα πραγματοποιηθή σύσκεψις υπό την προεδρίαν του αρμοδίου υπουργού. (165, 702, 320, 918)
cell: Ζυρίχης (167, 209, 199, 218)
article-text: ΑΓΚΥΡΑ, 23.— Ο Τούρκος πρωθυπουργός κ. Ντεμιρέλ ανεκοίνωσε ότι θα εξετασθή αργότερα το θέμα των γεωτρήσεων στο Αιγαίο. (1043, 1326, 1216, 1371)
subheading: ΚΑΤΕΞΑΝΤΙΑΝ ΤΗΝ ΚΥΠΡΟ (518, 288, 653, 299)
divider (1043, 1236, 1216, 1237)
news-column-2 (324, 5, 499, 2131)
article-text: Η κυβέρνησις συνεχίζει τας επαφάς με τους αρμοδίους φορείς προκειμένου να εξετασθούν τα θέματα που αφορούν την ανάπτυξιν της περιοχής. Κατά τας πληροφορίας, αι σχετικαί αποφάσεις θα ληφθούν εντός των προσεχών ημερών, ενώ συνεχίζεται η μελέτη των υποβληθεισών προτάσεων από τας αρμοδίας υπηρεσίας. Οι εκπρόσωποι των εργαζομένων εξέφρασαν την ικανοποίησίν των διά την πορείαν των συζητήσεων και τόνισαν ότι θα παρακολουθούν στενά τας εξελίξεις. Εξ άλλου, ανακοινώθηκε ότι θα πραγματοποιηθή σύσκεψις υπό την προεδρίαν του αρμοδίου υπουργού. (165, 2344, 320, 2560)
article-text: ΒΗΡΥΤΟΣ, 23. (Ρώυτερ).— Πλοίο, που είχε αναχωρήσει από την Λίβανο με 68 επιβάτες και επρόκειτο να φθάση το Σάββατο στην Κύπρο, δεν έφθασε και δεν υπάρχουν ειδήσεις. (502, 192, 669, 248)
article-subcolumn (674, 1623, 841, 1878)
article-text: Η κυβέρνησις συνεχίζει τας επαφάς με τους αρμοδίους φορείς προκειμένου να εξετασθούν τα θέματα που αφορούν την ανάπτυξιν της περιοχής. Κατά τας πληροφορίας, αι σχετικαί αποφάσεις θα ληφθούν εντός των προσεχών ημερών, ενώ συνεχίζεται η μελέτη των υποβληθεισών προτάσεων από τας αρμοδίας υπηρεσίας. Οι εκπρόσωποι των εργαζομένων εξέφρασαν την ικανοποίησίν των διά την πορείαν των συζητήσεων και τόνισαν ότι θα παρακολουθούν στενά τας εξελίξεις. Εξ άλλου, ανακοινώθηκε ότι θα πραγματοποιηθή σύσκεψις υπό την προεδρίαν του αρμοδίου υπουργού. (502, 1223, 669, 1416)
subheading: ΚΑΤΕΣΧΕΘΗΣΑΝ (716, 389, 799, 400)
article-subcolumn (502, 192, 669, 644)
headline: ΠΑΡΕΧΟΝΤΑΙ ΝΕΑ ΚΙΝΗΤΡΑ ΣΕ ΠΟΛΛΕΣ ΕΠΙΧΕΙΡΗΣΕΙΣ ΓΙΑ ΕΠΕΝΔΥΣΕΙΣ ΣΤΗ ΘΡΑΚΗ ΚΑΙ ΤΑ ΔΩΔΕΚΑΝΗΣΑ (6, 604, 318, 646)
subheading: ΤΟ ΘΕΜΑ ΤΩΝ ΓΕΩΤΡΗΣΕΩΝ (1264, 575, 1408, 586)
cell: 2,086 (295, 228, 318, 238)
headline: ΣΥΝΕΔΡΙΑΣΗ ΓΙΑ ΔΙΑΡΡΗΞΗ Ι.Χ. (331, 1188, 491, 1214)
article-text: Η κυβέρνησις συνεχίζει τας επαφάς με τους αρμοδίους φορείς προκειμένου να εξετασθούν τα θέματα που αφορούν την ανάπτυξιν της περιοχής. Κατά τας πληροφορίας, αι σχετικαί αποφάσεις θα ληφθούν εντός των προσεχών ημερών, ενώ συνεχίζεται η μελέτη των υποβληθεισών προτάσεων από τας αρμοδίας υπηρεσίας. Οι εκπρόσωποι των εργαζομένων εξέφρασαν την ικανοποίησίν των διά την πορείαν των συζητήσεων και τόνισαν ότι θα παρακολουθούν στενά τας εξελίξεις. Εξ άλλου, ανακοινώθηκε ότι θα πραγματοποιηθή σύσκεψις υπό την προεδρίαν του αρμοδίου υπουργού. (324, 120, 499, 302)
article-text: Η κυβέρνησις συνεχίζει τας επαφάς με τους αρμοδίους φορείς προκειμένου να εξετασθούν τα θέματα που αφορούν την ανάπτυξιν της περιοχής. Κατά τας πληροφορίας, αι σχετικαί αποφάσεις θα ληφθούν εντός των προσεχών ημερών, ενώ συνεχίζεται η μελέτη των υποβληθεισών προτάσεων από τας αρμοδίας υπηρεσίας. Οι εκπρόσωποι των εργαζομένων εξέφρασαν την ικανοποίησίν των διά την πορείαν των συζητήσεων και τόνισαν ότι θα παρακολουθούν στενά τας εξελίξεις. Εξ άλλου, ανακοινώθηκε ότι θα πραγματοποιηθή σύσκεψις υπό την προεδρίαν του αρμοδίου υπουργού. (674, 1622, 841, 1816)
headline: ΔΥΟ ΑΠΑΡΑΔΕΚΤΕΣ ΣΥΜΒΑΣΕΙΣ ΜΕ ΤΗΝ ΔΙΕΘΝΗ ΤΡΑΠΕΖΑ ΚΑΤΑΓΓΕΛΛΟΝΤΑΙ ΑΠΟ ΤΟ ΤΕΧΝΙΚΟ ΕΠΙΜΕΛΗΤΗΡΙΟ (1053, 1110, 1206, 1193)
headline: ΔΕΝ ΥΠΑΡΧΟΥΝ ΣΧΕΔΙΑ (341, 1370, 481, 1384)
table-heading: ΕΞΩΤΕΡΙΚΑ ΣΥΝΑΛΛΑΓΜΑΤΑ (170, 168, 315, 179)
table-row (165, 209, 320, 219)
cell: Εικοσόφραγκο (167, 282, 223, 292)
cell: 1,600 (258, 282, 282, 292)
article-text: Η κυβέρνησις συνεχίζει τας επαφάς με τους αρμοδίους φορείς προκειμένου να εξετασθούν τα θέματα που αφορούν την ανάπτυξιν της περιοχής. Κατά τας πληροφορίας, αι σχετικαί αποφάσεις θα ληφθούν εντός των προσεχών ημερών, ενώ συνεχίζεται η μελέτη των υποβληθεισών προτάσεων από τας αρμοδίας υπηρεσίας. Οι εκπρόσωποι των εργαζομένων εξέφρασαν την ικανοποίησίν των διά την πορείαν των συζητήσεων και τόνισαν ότι θα παρακολουθούν στενά τας εξελίξεις. Εξ άλλου, ανακοινώθηκε ότι θα πραγματοποιηθή σύσκεψις υπό την προεδρίαν του αρμοδίου υπουργού. (1219, 5, 1452, 141)
cell: 2,044 (255, 228, 278, 238)
ad-title: Η «ΔΗΜΟΣΙΑ ΕΠΙΧΕΙΡΗΣΙΣ ΠΕΤΡΕΛΑΙΟΥ» Α.Ε. (534, 2193, 809, 2207)
cell: Άμστερνταμ (167, 218, 214, 228)
cell: 14,527 (250, 199, 278, 209)
divider (1043, 1105, 1216, 1106)
article-text: ΒΟΛΟΣ, 23.— Πρόστιμον 5.000 δρχ. επεβλήθη εις πλοίαρχον. (324, 1277, 499, 1299)
market-table-left (4, 116, 159, 592)
article-text: ΣΕΡΡΕΣ, 23.— Με έντονο ρυθμό συνεχίζεται η συγκέντρωση σίτου. (844, 1118, 1039, 1140)
headline: Η ΠΑΡΑΚΟΛΟΥΘΗΣΗ ΤΗΣ ΚΑΛΛΙΕΡΓΕΙΑΣ ΔΙΑΦΟΡΩΝ ΦΥΤΩΝ (866, 884, 1017, 923)
divider (1043, 394, 1216, 396)
divider (844, 602, 1039, 603)
table-row (165, 238, 320, 248)
cell: Λίρα Γαλλίας (167, 273, 223, 283)
table-row (165, 264, 320, 274)
article-text: Το «Κρίος Μπέλ», είπε αποκαλείται ότι την Λεμεσό. Τονίζεται ότι η κατάστασις είναι κρίσιμη. (502, 250, 669, 284)
article-text: Η κυβέρνησις συνεχίζει τας επαφάς με τους αρμοδίους φορείς προκειμένου να εξετασθούν τα θέματα που αφορούν την ανάπτυξιν της περιοχής. Κατά τας πληροφορίας, αι σχετικαί αποφάσεις θα ληφθούν εντός των προσεχών ημερών, ενώ συνεχίζεται η μελέτη των υποβληθεισών προτάσεων από τας αρμοδίας υπηρεσίας. Οι εκπρόσωποι των εργαζομένων εξέφρασαν την ικανοποίησίν των διά την πορείαν των συζητήσεων και τόνισαν ότι θα παρακολουθούν στενά τας εξελίξεις. Εξ άλλου, ανακοινώθηκε ότι θα πραγματοποιηθή σύσκεψις υπό την προεδρίαν του αρμοδίου υπουργού. (4, 2358, 159, 2573)
table-row (165, 283, 320, 293)
article-text: ΑΘΗΝΑΙ, 23.— Με τηλεγράφημά της προς τους αρμοδίους η ΓΣΕΕ εκφράζει την ικανοποίησίν της. (844, 49, 1039, 83)
article-split (502, 1623, 841, 1878)
article-text: Η κυβέρνησις συνεχίζει τας επαφάς με τους αρμοδίους φορείς προκειμένου να εξετασθούν τα θέματα που αφορούν την ανάπτυξιν της περιοχής. Κατά τας πληροφορίας, αι σχετικαί αποφάσεις θα ληφθούν εντός των προσεχών ημερών, ενώ συνεχίζεται η μελέτη των υποβληθεισών προτάσεων από τας αρμοδίας υπηρεσίας. Οι εκπρόσωποι των εργαζομένων εξέφρασαν την ικανοποίησίν των διά την πορείαν των συζητήσεων και τόνισαν ότι θα παρακολουθούν στενά τας εξελίξεις. Εξ άλλου, ανακοινώθηκε ότι θα πραγματοποιηθή σύσκεψις υπό την προεδρίαν του αρμοδίου υπουργού. (165, 1632, 320, 1848)
article-split (4, 1196, 320, 1851)
article-text: ΕΔΕΣΣΑ, 23.— Εγιναν την Κυριακή τα εγκαίνια του αεροδρομίου της αερολέσχης Εδέσσης. (324, 1084, 499, 1117)
divider (324, 492, 499, 493)
article-subcolumn (674, 1176, 841, 1567)
column-rule (321, 5, 322, 2131)
headline: ΟΙΚΟΥΜΕΝΙΚΗ ΚΥΒΕΡΝΗΣΗ "Η ΚΑΤΑΣΤΑΤΙΚΗΣ ΣΥΜΦΩΝΙΑΣ" ΣΥΝΙΣΤΑ Ο Κ. ΖΙΓΔΗΣ (331, 10, 491, 59)
divider (844, 663, 1039, 664)
cell: Βρυξελλών (167, 228, 209, 238)
article-text: Η κυβέρνησις συνεχίζει τας επαφάς με τους αρμοδίους φορείς προκειμένου να εξετασθούν τα θέματα που αφορούν την ανάπτυξιν της περιοχής. Κατά τας πληροφορίας, αι σχετικαί αποφάσεις θα ληφθούν εντός των προσεχών ημερών, ενώ συνεχίζεται η μελέτη των υποβληθεισών προτάσεων από τας αρμοδίας υπηρεσίας. Οι εκπρόσωποι των εργαζομένων εξέφρασαν την ικανοποίησίν των διά την πορείαν των συζητήσεων και τόνισαν ότι θα παρακολουθούν στενά τας εξελίξεις. Εξ άλλου, ανακοινώθηκε ότι θα πραγματοποιηθή σύσκεψις υπό την προεδρίαν του αρμοδίου υπουργού. (1043, 549, 1216, 731)
cell: 6,040 (255, 237, 278, 247)
article-subcolumn (4, 1196, 159, 1851)
headline: ΚΑΤΗΓΟΡΕΙΤΑΙ ΣΥΝΕΔΕΦΟ ΤΟΥ ΓΙΑ ΖΩΟΚΛΟΠΗ (852, 1030, 1032, 1056)
cell: 45,092 (254, 121, 283, 131)
headline: Ο ΠΡΕΣΒΥΣ ΤΗΣ ΡΟΥΜΑΝΙΑΣ ΜΙΛΗΣΕ ΣΤΗΝ ΤΗΛΕΟΡΑΣΗ ΜΕ ΤΗΝ ΕΥΚΑΙΡΙΑ ΤΗΣ ΕΘΝΙΚΗΣ ΕΟΡΤΗΣ ΤΗΣ ΧΩΡΑΣ ΤΟΥ ΓΙΑ ΤΗΝ ΣΠΟΥΔΑΙΟΤΗΤΑ ΤΗΣ ΕΛΛΗΝΟΡΟΥΜΑΝΙΚΗΣ ΦΙΛΙΑΣ (1056, 742, 1203, 866)
article-text: Ο λογιστής Ευάγγελος Βασιλείου, συμμετοχής Παρασκευή Α.Ε. υπεγράφη επένδυσις εις τον νομόν Ροδόπης. (4, 920, 159, 965)
article-text: Η κυβέρνησις συνεχίζει τας επαφάς με τους αρμοδίους φορείς προκειμένου να εξετασθούν τα θέματα που αφορούν την ανάπτυξιν της περιοχής. Κατά τας πληροφορίας, αι σχετικαί αποφάσεις θα ληφθούν εντός των προσεχών ημερών, ενώ συνεχίζεται η μελέτη των υποβληθεισών προτάσεων από τας αρμοδίας υπηρεσίας. Οι εκπρόσωποι των εργαζομένων εξέφρασαν την ικανοποίησίν των διά την πορείαν των συζητήσεων και τόνισαν ότι θα παρακολουθούν στενά τας εξελίξεις. Εξ άλλου, ανακοινώθηκε ότι θα πραγματοποιηθή σύσκεψις υπό την προεδρίαν του αρμοδίου υπουργού. (1219, 587, 1452, 723)
article-subcolumn (502, 1934, 669, 2177)
article-subcolumn (165, 1907, 320, 2576)
article-text: Η κυβέρνησις συνεχίζει τας επαφάς με τους αρμοδίους φορείς προκειμένου να εξετασθούν τα θέματα που αφορούν την ανάπτυξιν της περιοχής. Κατά τας πληροφορίας, αι σχετικαί αποφάσεις θα ληφθούν εντός των προσεχών ημερών, ενώ συνεχίζεται η μελέτη των υποβληθεισών προτάσεων από τας αρμοδίας υπηρεσίας. Οι εκπρόσωποι των εργαζομένων εξέφρασαν την ικανοποίησίν των διά την πορείαν των συζητήσεων και τόνισαν ότι θα παρακολουθούν στενά τας εξελίξεις. Εξ άλλου, ανακοινώθηκε ότι θα πραγματοποιηθή σύσκεψις υπό την προεδρίαν του αρμοδίου υπουργού. (1219, 144, 1452, 280)
article-text: Η κυβέρνησις συνεχίζει τας επαφάς με τους αρμοδίους φορείς προκειμένου να εξετασθούν τα θέματα που αφορούν την ανάπτυξιν της περιοχής. Κατά τας πληροφορίας, αι σχετικαί αποφάσεις θα ληφθούν εντός των προσεχών ημερών, ενώ συνεχίζεται η μελέτη των υποβληθεισών προτάσεων από τας αρμοδίας υπηρεσίας. Οι εκπρόσωποι των εργαζομένων εξέφρασαν την ικανοποίησίν των διά την πορείαν των συζητήσεων και τόνισαν ότι θα παρακολουθούν στενά τας εξελίξεις. Εξ άλλου, ανακοινώθηκε ότι θα πραγματοποιηθή σύσκεψις υπό την προεδρίαν του αρμοδίου υπουργού. (4, 142, 159, 358)
divider (502, 650, 841, 652)
divider (4, 1145, 320, 1147)
article-subcolumn (674, 192, 841, 644)
headline: Η ΣΥΓΚΕΝΤΡΩΣΗ ΣΙΤΟΥ ΣΤΟ ΝΟΜΟ ΣΕΡΡΩΝ (860, 1090, 1024, 1116)
lead-story-column (502, 5, 841, 2274)
table-row (165, 180, 320, 190)
article-text: Η κυβέρνησις συνεχίζει τας επαφάς με τους αρμοδίους φορείς προκειμένου να εξετασθούν τα θέματα που αφορούν την ανάπτυξιν της περιοχής. Κατά τας πληροφορίας, αι σχετικαί αποφάσεις θα ληφθούν εντός των προσεχών ημερών, ενώ συνεχίζεται η μελέτη των υποβληθεισών προτάσεων από τας αρμοδίας υπηρεσίας. Οι εκπρόσωποι των εργαζομένων εξέφρασαν την ικανοποίησίν των διά την πορείαν των συζητήσεων και τόνισαν ότι θα παρακολουθούν στενά τας εξελίξεις. Εξ άλλου, ανακοινώθηκε ότι θα πραγματοποιηθή σύσκεψις υπό την προεδρίαν του αρμοδίου υπουργού. (674, 714, 841, 907)
article-text: ΑΘΗΝΑΙ, 23.— Κατ' αναφορά του Λιμεναρχείου Πειραιώς συνεκρούσθησαν δύο φορτηγά πλοία. (844, 696, 1039, 730)
headline: ΕΠΙΒΟΛΗ ΠΡΟΣΤΙΜΟΥ ΣΕ ΠΛΟΙΑΡΧΟ (339, 1249, 484, 1275)
article-text: Η κυβέρνησις συνεχίζει τας επαφάς με τους αρμοδίους φορείς προκειμένου να εξετασθούν τα θέματα που αφορούν την ανάπτυξιν της περιοχής. Κατά τας πληροφορίας, αι σχετικαί αποφάσεις θα ληφθούν εντός των προσεχών ημερών, ενώ συνεχίζεται η μελέτη των υποβληθεισών προτάσεων από τας αρμοδίας υπηρεσίας. Οι εκπρόσωποι των εργαζομένων εξέφρασαν την ικανοποίησίν των διά την πορείαν των συζητήσεων και τόνισαν ότι θα παρακολουθούν στενά τας εξελίξεις. Εξ άλλου, ανακοινώθηκε ότι θα πραγματοποιηθή σύσκεψις υπό την προεδρίαν του αρμοδίου υπουργού. (4, 374, 159, 590)
cell: 37,257 (290, 180, 318, 190)
headline: ΔΑΝΕΙΑ ΣΥΝΟΛΙΚΟΥ ΥΨΟΥΣ 27.000.000.000 ΔΡΑΧΜΩΝ ΧΟΡΗΓΗΣΕ Η ΑΓΡΟΤΙΚΗ ΤΡΑΠΕΖΑ ΣΕ ΕΠΤΑΜΗΝΟ ΔΙΑΣΤΗΜΑ (514, 1579, 829, 1620)
headline: ΟΥΔΕΜΙΑ ΠΟΙΝΗ ΔΙΟΤΙ ΕΠΕΒΛΗΘΗ ΔΙΟΤΙ ΕΝΗΡΓΗΣΕ ΒΑΣΕΙ ΔΙΑΤΑΞΕΩΝ (328, 776, 495, 814)
job-advertisement (502, 2186, 841, 2280)
table-heading: ΣΥΝΟΛΟ ΚΕΦΑΛΑΙΟΥ ΕΤΑΙΡΙΩΝ ΕΠΕΝΔΥΣΕΩΝ (21, 120, 142, 140)
gold-table (165, 264, 320, 293)
cell: Λίρα Αγγλίας (167, 263, 223, 273)
table-heading: ΤΡΑΠΕΖΟΓΡΑΜΜΑΤΙΑ (26, 362, 136, 373)
article-text: Η κυβέρνησις συνεχίζει τας επαφάς με τους αρμοδίους φορείς προκειμένου να εξετασθούν τα θέματα που αφορούν την ανάπτυξιν της περιοχής. Κατά τας πληροφορίας, αι σχετικαί αποφάσεις θα ληφθούν εντός των προσεχών ημερών, ενώ συνεχίζεται η μελέτη των υποβληθεισών προτάσεων από τας αρμοδίας υπηρεσίας. Οι εκπρόσωποι των εργαζομένων εξέφρασαν την ικανοποίησίν των διά την πορείαν των συζητήσεων και τόνισαν ότι θα παρακολουθούν στενά τας εξελίξεις. Εξ άλλου, ανακοινώθηκε ότι θα πραγματοποιηθή σύσκεψις υπό την προεδρίαν του αρμοδίου υπουργού. (674, 449, 841, 641)
article-text: Η κυβέρνησις συνεχίζει τας επαφάς με τους αρμοδίους φορείς προκειμένου να εξετασθούν τα θέματα που αφορούν την ανάπτυξιν της περιοχής. Κατά τας πληροφορίας, αι σχετικαί αποφάσεις θα ληφθούν εντός των προσεχών ημερών, ενώ συνεχίζεται η μελέτη των υποβληθεισών προτάσεων από τας αρμοδίας υπηρεσίας. Οι εκπρόσωποι των εργαζομένων εξέφρασαν την ικανοποίησίν των διά την πορείαν των συζητήσεων και τόνισαν ότι θα παρακολουθούν στενά τας εξελίξεις. Εξ άλλου, ανακοινώθηκε ότι θα πραγματοποιηθή σύσκεψις υπό την προεδρίαν του αρμοδίου υπουργού. (165, 2126, 320, 2341)
market-tables (4, 116, 320, 592)
divider (324, 1365, 499, 1366)
article-text: Η κυβέρνησις συνεχίζει τας επαφάς με τους αρμοδίους φορείς προκειμένου να εξετασθούν τα θέματα που αφορούν την ανάπτυξιν της περιοχής. Κατά τας πληροφορίας, αι σχετικαί αποφάσεις θα ληφθούν εντός των προσεχών ημερών, ενώ συνεχίζεται η μελέτη των υποβληθεισών προτάσεων από τας αρμοδίας υπηρεσίας. Οι εκπρόσωποι των εργαζομένων εξέφρασαν την ικανοποίησίν των διά την πορείαν των συζητήσεων και τόνισαν ότι θα παρακολουθούν στενά τας εξελίξεις. Εξ άλλου, ανακοινώθηκε ότι θα πραγματοποιηθή σύσκεψις υπό την προεδρίαν του αρμοδίου υπουργού. (4, 702, 159, 918)
divider (4, 598, 320, 600)
article-text: ΑΘΗΝΑΙ, 23.— Εξεδόθη υπουργική απόφασις για τις προδιαγραφές. (844, 852, 1039, 874)
subheading: ΣΥΜΠΑΡΑΣΤΑΣΗ (1294, 284, 1378, 295)
cell: 6,163 (295, 237, 318, 247)
headline: ΑΡΓΟΤΕΡΑ ΘΑ ΕΞΕΤΑΣΘΗ ΑΝΕΚΟΙΝΩΣΕ Ο Κ. ΝΤΕΜΙΡΕΛ ΑΝ Η ΤΟΥΡΚΙΑ ΘΑ ΚΑΜΗ ΓΕΩΤΡΗΣΕΙΣ ΣΤΟ ΑΙΓΑΙΟ (1045, 1242, 1214, 1310)
article-text: ΑΘΗΝΑΙ, 23.— Δι' αποφάσεων της Επιτροπής συντονισμού Οικονομικής Πολιτικής υπήχθησαν εις τας διατάξεις του νόμου 289/76, νέαι παραγωγικαί επενδύσεις. (4, 666, 320, 700)
economy-column (4, 5, 320, 2573)
article-text: ΞΑΝΘΗ, 23.— Πραγματοποιήθηκε εκδήλωσις αφιερωμένη εις την Κύπρον. (324, 1156, 499, 1178)
article-text: Η κυβέρνησις συνεχίζει τας επαφάς με τους αρμοδίους φορείς προκειμένου να εξετασθούν τα θέματα που αφορούν την ανάπτυξιν της περιοχής. Κατά τας πληροφορίας, αι σχετικαί αποφάσεις θα ληφθούν εντός των προσεχών ημερών, ενώ συνεχίζεται η μελέτη των υποβληθεισών προτάσεων από τας αρμοδίας υπηρεσίας. Οι εκπρόσωποι των εργαζομένων εξέφρασαν την ικανοποίησίν των διά την πορείαν των συζητήσεων και τόνισαν ότι θα παρακολουθούν στενά τας εξελίξεις. Εξ άλλου, ανακοινώθηκε ότι θα πραγματοποιηθή σύσκεψις υπό την προεδρίαν του αρμοδίου υπουργού. (1219, 435, 1452, 571)
cell: Κοπεγχάγης (167, 237, 214, 247)
table-row (165, 228, 320, 238)
divider (844, 735, 1039, 736)
cell: 62,940 (250, 189, 278, 199)
article-text: ΑΘΗΝΑΙ, 23.— Στο 6ο όροφο του πλοίου εκδηλώθηκε πυρκαγιά. (844, 635, 1039, 658)
article-text: Η κυβέρνησις συνεχίζει τας επαφάς με τους αρμοδίους φορείς προκειμένου να εξετασθούν τα θέματα που αφορούν την ανάπτυξιν της περιοχής. Κατά τας πληροφορίας, αι σχετικαί αποφάσεις θα ληφθούν εντός των προσεχών ημερών, ενώ συνεχίζεται η μελέτη των υποβληθεισών προτάσεων από τας αρμοδίας υπηρεσίας. Οι εκπρόσωποι των εργαζομένων εξέφρασαν την ικανοποίησίν των διά την πορείαν των συζητήσεων και τόνισαν ότι θα παρακολουθούν στενά τας εξελίξεις. Εξ άλλου, ανακοινώθηκε ότι θα πραγματοποιηθή σύσκεψις υπό την προεδρίαν του αρμοδίου υπουργού. (1219, 725, 1452, 862)
news-column-6 (1219, 5, 1452, 2131)
cell: 118,168 (286, 136, 318, 146)
divider (844, 880, 1039, 881)
article-text: ΑΘΗΝΑΙ, 23.— Υπό του υπουργού Κοινωνικών Υπηρεσιών αναπροσαρμόζονται οι παροχές. (844, 780, 1039, 813)
article-split (4, 702, 320, 1139)
article-text: Η κυβέρνησις συνεχίζει τας επαφάς με τους αρμοδίους φορείς προκειμένου να εξετασθούν τα θέματα που αφορούν την ανάπτυξιν της περιοχής. Κατά τας πληροφορίας, αι σχετικαί αποφάσεις θα ληφθούν εντός των προσεχών ημερών, ενώ συνεχίζεται η μελέτη των υποβληθεισών προτάσεων από τας αρμοδίας υπηρεσίας. Οι εκπρόσωποι των εργαζομένων εξέφρασαν την ικανοποίησίν των διά την πορείαν των συζητήσεων και τόνισαν ότι θα παρακολουθούν στενά τας εξελίξεις. Εξ άλλου, ανακοινώθηκε ότι θα πραγματοποιηθή σύσκεψις υπό την προεδρίαν του αρμοδίου υπουργού. (1043, 916, 1216, 1098)
table-row (165, 199, 320, 209)
cell: Νέας Υόρκης (167, 180, 218, 190)
article-text: Η κυβέρνησις συνεχίζει τας επαφάς με τους αρμοδίους φορείς προκειμένου να εξετασθούν τα θέματα που αφορούν την ανάπτυξιν της περιοχής. Κατά τας πληροφορίας, αι σχετικαί αποφάσεις θα ληφθούν εντός των προσεχών ημερών, ενώ συνεχίζεται η μελέτη των υποβληθεισών προτάσεων από τας αρμοδίας υπηρεσίας. Οι εκπρόσωποι των εργαζομένων εξέφρασαν την ικανοποίησίν των διά την πορείαν των συζητήσεων και τόνισαν ότι θα παρακολουθούν στενά τας εξελίξεις. Εξ άλλου, ανακοινώθηκε ότι θα πραγματοποιηθή σύσκεψις υπό την προεδρίαν του αρμοδίου υπουργού. (324, 305, 499, 486)
article-split (502, 1176, 841, 1567)
cell: 14,829 (290, 199, 318, 209)
article-text: Η κυβέρνησις συνεχίζει τας επαφάς με τους αρμοδίους φορείς προκειμένου να εξετασθούν τα θέματα που αφορούν την ανάπτυξιν της περιοχής. Κατά τας πληροφορίας, αι σχετικαί αποφάσεις θα ληφθούν εντός των προσεχών ημερών, ενώ συνεχίζεται η μελέτη των υποβληθεισών προτάσεων από τας αρμοδίας υπηρεσίας. Οι εκπρόσωποι των εργαζομένων εξέφρασαν την ικανοποίησίν των διά την πορείαν των συζητήσεων και τόνισαν ότι θα παρακολουθούν στενά τας εξελίξεις. Εξ άλλου, ανακοινώθηκε ότι θα πραγματοποιηθή σύσκεψις υπό την προεδρίαν του αρμοδίου υπουργού. (844, 342, 1039, 512)
divider (4, 1856, 320, 1858)
divider (844, 518, 1039, 519)
cell: Φρανκφούρτης (167, 199, 223, 209)
headline: ΕΠΙΤΥΧΟΝΤΕΣ ΝΕΩΝ ΔΟΚΙΜΩΝ ΤΑΚΤΙΚΩΝ ΥΠΑΛΛΗΛΩΝ ΤΟΥ ΚΛΑΔΟΥ ΔΙΟΙΚΗΤΙΚΟΥ ΚΑΙ ΛΟΓΙΣΤΙΚΟΥ ΤΟΥ ΙΚΑ (15, 1151, 309, 1192)
article-subcolumn (502, 714, 669, 1106)
